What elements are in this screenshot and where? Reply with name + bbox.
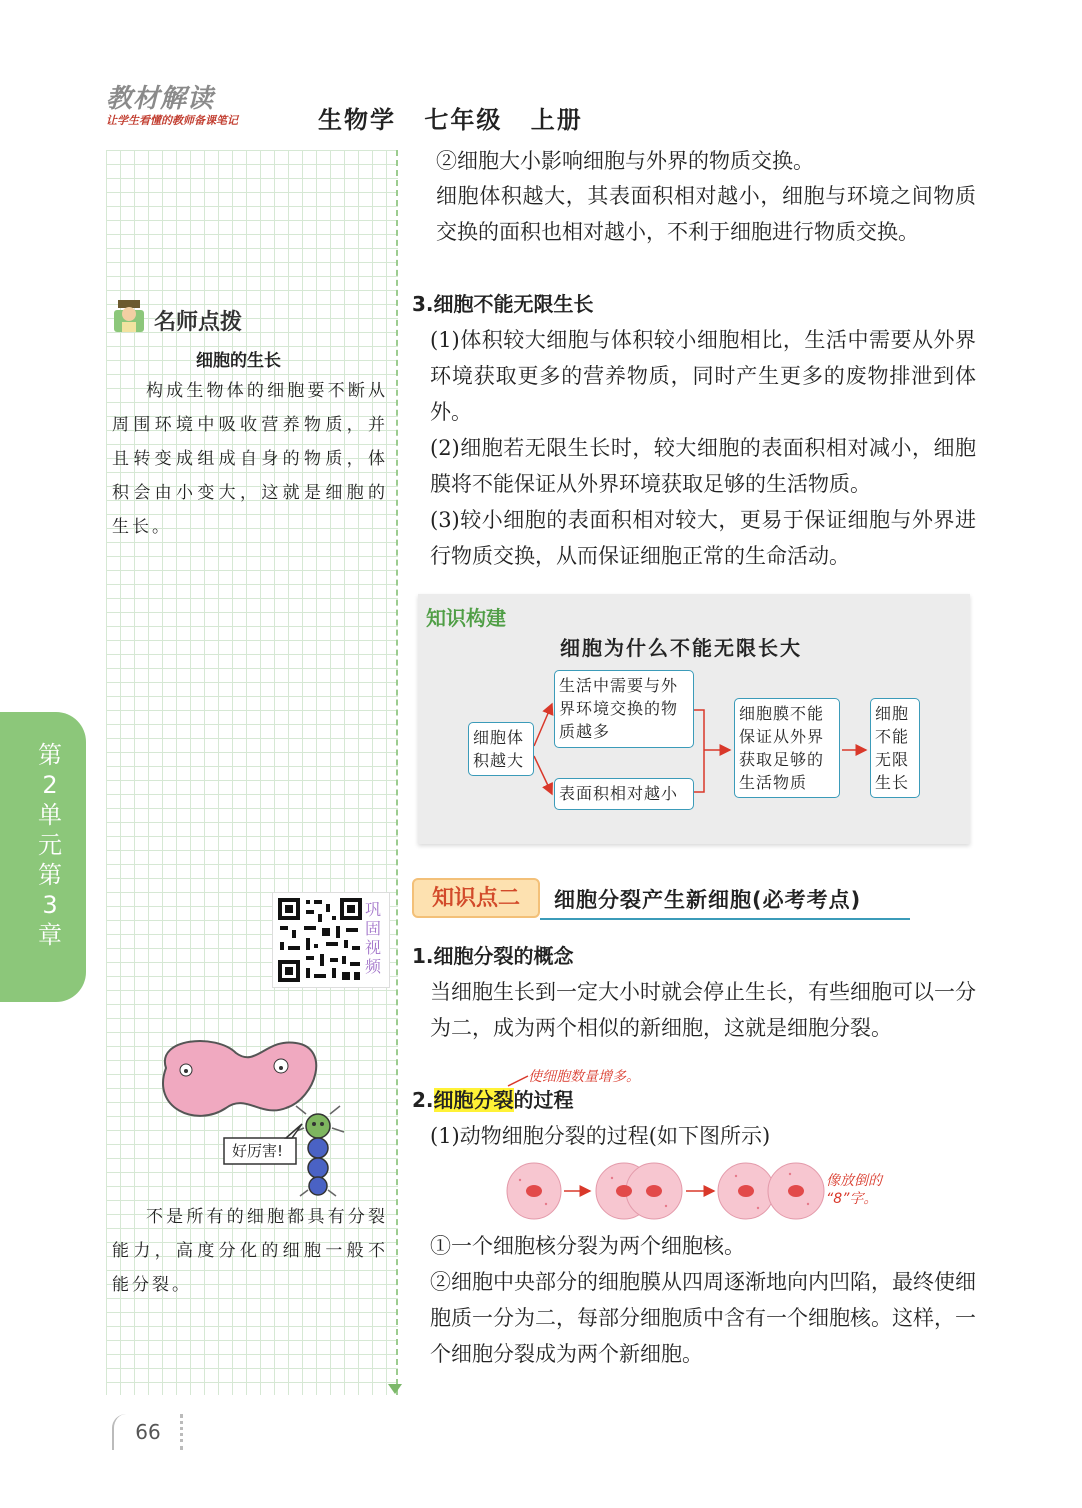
annotation-arrow-icon bbox=[506, 1072, 532, 1088]
arrow-down-icon bbox=[388, 1384, 402, 1394]
knowledge-point-badge: 知识点二 bbox=[412, 878, 540, 918]
paragraph-step-1: ①一个细胞核分裂为两个细胞核。 bbox=[430, 1234, 745, 1258]
paragraph-step-2: ②细胞中央部分的细胞膜从四周逐渐地向内凹陷，最终使细胞质一分为二，每部分细胞质中含有一个细胞核。这样，一个细胞分裂成为两个新细胞。 bbox=[430, 1270, 976, 1366]
flow-node-smaller-surface: 表面积相对越小 bbox=[554, 778, 694, 810]
brand-subtitle: 让学生看懂的教师备课笔记 bbox=[106, 114, 238, 127]
heading-division-process: 2.细胞分裂的过程 bbox=[412, 1088, 574, 1112]
highlighted-term: 细胞分裂 bbox=[433, 1088, 514, 1112]
sidebar-note-text: 不是所有的细胞都具有分裂能力，高度分化的细胞一般不能分裂。 bbox=[112, 1207, 388, 1295]
flow-node-no-unlimited-growth: 细胞不能无限生长 bbox=[870, 698, 920, 798]
knowledge-map-title: 细胞为什么不能无限长大 bbox=[560, 636, 802, 660]
unit-chapter-label: 第2单元 第3章 bbox=[38, 741, 62, 949]
flow-node-large-volume: 细胞体积越大 bbox=[468, 722, 534, 776]
knowledge-map-label: 知识构建 bbox=[426, 606, 506, 630]
handwritten-annotation: 使细胞数量增多。 bbox=[528, 1069, 640, 1085]
paragraph-animal-division: (1)动物细胞分裂的过程(如下图所示) bbox=[430, 1124, 771, 1148]
cell-division-diagram bbox=[500, 1156, 830, 1226]
qr-code-label: 巩固视频 bbox=[364, 900, 381, 976]
paragraph-volume-surface: 细胞体积越大，其表面积相对越小，细胞与环境之间物质交换的面积也相对越小，不利于细胞进行物质交换。 bbox=[436, 184, 976, 244]
paragraph-cell-size-exchange: ②细胞大小影响细胞与外界的物质交换。 bbox=[436, 149, 814, 173]
paragraph-point-1: (1)体积较大细胞与体积较小细胞相比，生活中需要从外界环境获取更多的营养物质，同时产生更多的废物排泄到体外。 bbox=[430, 328, 976, 424]
cell-division-cartoon bbox=[146, 1028, 376, 1198]
knowledge-point-title: 细胞分裂产生新细胞(必考考点) bbox=[554, 888, 862, 912]
teacher-icon bbox=[112, 296, 152, 336]
page-number-divider bbox=[180, 1414, 191, 1450]
cartoon-speech-bubble: 好厉害! bbox=[232, 1142, 284, 1160]
title-underline bbox=[540, 918, 910, 920]
book-title: 生物学 七年级 上册 bbox=[318, 105, 583, 134]
page-number: 66 bbox=[112, 1414, 182, 1450]
teacher-tip-label: 名师点拨 bbox=[154, 310, 243, 335]
heading-division-concept: 1.细胞分裂的概念 bbox=[412, 944, 574, 968]
teacher-tip-text: 构成生物体的细胞要不断从周围环境中吸收营养物质，并且转变成组成自身的物质，体积会由小变大，这就是细胞的生长。 bbox=[112, 381, 388, 537]
flow-node-more-exchange: 生活中需要与外界环境交换的物质越多 bbox=[554, 670, 694, 748]
teacher-tip-header bbox=[112, 296, 242, 336]
teacher-tip-subtitle: 细胞的生长 bbox=[196, 351, 281, 371]
brand-logo: 教材解读 bbox=[106, 84, 215, 114]
paragraph-division-definition: 当细胞生长到一定大小时就会停止生长，有些细胞可以一分为二，成为两个相似的新细胞，这就是细胞分裂。 bbox=[430, 980, 976, 1040]
qr-code-icon bbox=[276, 896, 364, 984]
paragraph-point-3: (3)较小细胞的表面积相对较大，更易于保证细胞与外界进行物质交换，从而保证细胞正常的生命活动。 bbox=[430, 508, 976, 568]
figure-annotation: 像放倒的 “8”字。 bbox=[826, 1173, 882, 1207]
flow-node-membrane-limit: 细胞膜不能保证从外界获取足够的生活物质 bbox=[734, 698, 840, 798]
heading-cell-limit: 3.细胞不能无限生长 bbox=[412, 292, 594, 316]
paragraph-point-2: (2)细胞若无限生长时，较大细胞的表面积相对减小，细胞膜将不能保证从外界环境获取足够的生活物质。 bbox=[430, 436, 976, 496]
